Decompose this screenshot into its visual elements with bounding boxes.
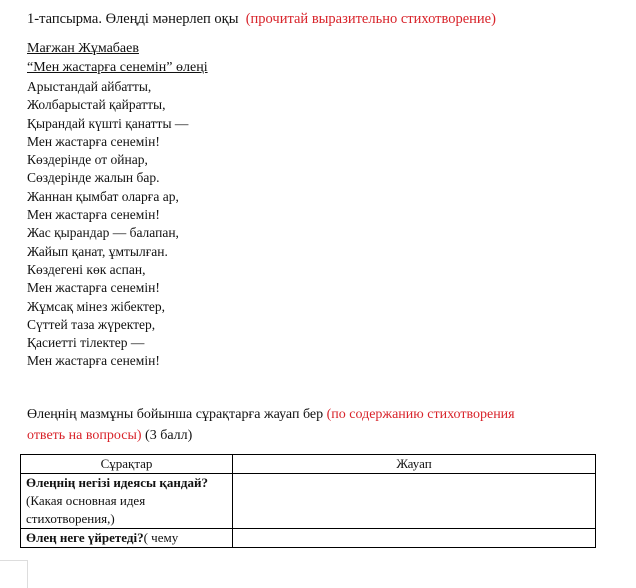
question-bold: Өлең неге үйретеді? <box>26 530 144 545</box>
question-bold: Өлеңнің негізі идеясы қандай? <box>26 475 208 490</box>
poem-line: Көздерінде от ойнар, <box>27 152 148 168</box>
task2-text-ru2: ответь на вопросы) <box>27 428 142 443</box>
answer-cell[interactable] <box>233 529 596 548</box>
questions-table <box>20 454 596 548</box>
question-cell <box>21 474 233 529</box>
poem-line: Жолбарыстай қайратты, <box>27 97 166 113</box>
poem-line: Мен жастарға сенемін! <box>27 133 160 149</box>
task-title-kk: 1-тапсырма. Өлеңді мәнерлеп оқы <box>27 11 239 27</box>
poem-line: Көздегені көк аспан, <box>27 261 146 277</box>
question-normal: (Какая основная идея стихотворения,) <box>26 493 146 526</box>
poem <box>27 78 188 371</box>
task2-instruction <box>27 404 515 446</box>
table-row <box>21 529 596 548</box>
poem-line: Арыстандай айбатты, <box>27 79 152 94</box>
author: Мағжан Жұмабаев <box>27 41 139 56</box>
poem-line: Мен жастарға сенемін! <box>27 280 160 296</box>
poem-line: Қасиетті тілектер — <box>27 335 145 351</box>
poem-line: Жайып қанат, ұмтылған. <box>27 243 168 259</box>
task-title <box>27 11 496 28</box>
header-answer: Жауап <box>233 455 596 474</box>
poem-line: Қырандай күшті қанатты — <box>27 115 189 131</box>
poem-line: Сүттей таза жүректер, <box>27 316 156 332</box>
question-cell <box>21 529 233 548</box>
task2-text: Өлеңнің мазмұны бойынша сұрақтарға жауап бер <box>27 407 324 422</box>
answer-cell[interactable] <box>233 474 596 529</box>
task2-points: (3 балл) <box>145 428 193 443</box>
poem-line: Жаннан қымбат оларға ар, <box>27 188 179 204</box>
task2-text-ru1: (по содержанию стихотворения <box>326 407 515 422</box>
poem-title: “Мен жастарға сенемін” өлеңі <box>27 60 208 75</box>
task-title-ru: (прочитай выразительно стихотворение) <box>245 11 496 27</box>
table-header-row <box>21 455 596 474</box>
poem-line: Мен жастарға сенемін! <box>27 353 160 369</box>
poem-line: Жас қырандар — балапан, <box>27 225 179 241</box>
poem-line: Жұмсақ мінез жібектер, <box>27 298 166 314</box>
poem-line: Мен жастарға сенемін! <box>27 207 160 223</box>
header-questions: Сұрақтар <box>21 455 233 474</box>
question-normal: ( чему <box>143 530 179 545</box>
page-corner <box>0 560 28 588</box>
table-row <box>21 474 596 529</box>
poem-line: Сөздерінде жалын бар. <box>27 170 160 186</box>
